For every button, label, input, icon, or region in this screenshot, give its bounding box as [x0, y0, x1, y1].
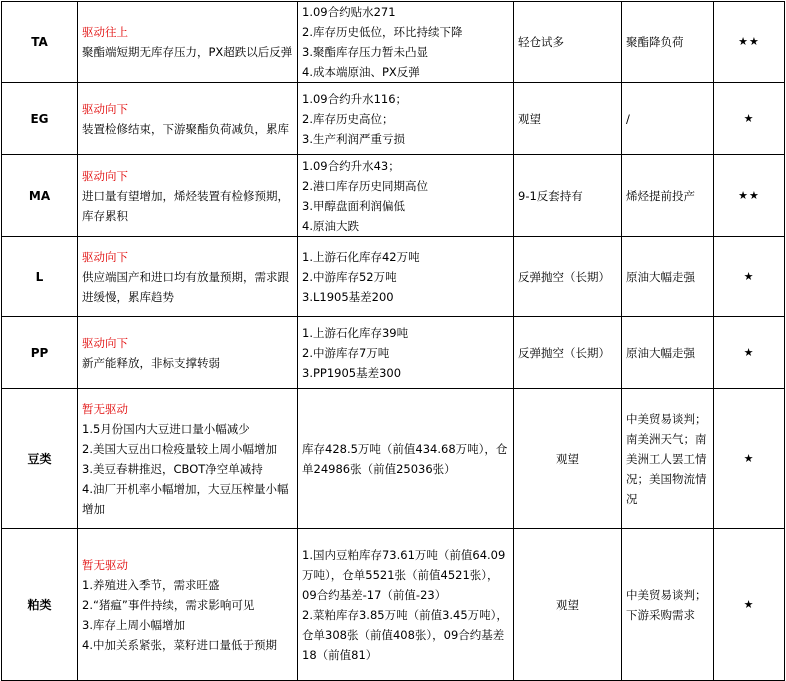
logic-cell: [78, 529, 298, 681]
data-line: 1.09合约升水116；: [302, 91, 408, 106]
data-line: 1.上游石化库存42万吨: [302, 249, 420, 264]
symbol-cell: 粕类: [2, 529, 78, 681]
data-line: 2.库存历史低位，环比持续下降: [302, 25, 463, 39]
data-line: 2.港口库存历史同期高位: [302, 178, 428, 193]
table-row: [2, 389, 785, 529]
strategy-cell: 反弹抛空（长期）: [514, 317, 622, 389]
logic-text: 4.中加关系紧张，菜籽进口量低于预期: [82, 637, 277, 652]
logic-text: 装置检修结束，下游聚酯负荷减负，累库: [82, 121, 289, 136]
driver-label: 驱动向下: [82, 168, 128, 183]
table-body: [2, 2, 785, 681]
strategy-cell: 9-1反套持有: [514, 155, 622, 237]
star-rating: ★: [714, 237, 785, 317]
logic-text: 进口量有望增加，烯烃装置有检修预期，库存累积: [82, 188, 289, 223]
logic-text: 新产能释放，非标支撑转弱: [82, 355, 220, 370]
driver-label: 驱动向下: [82, 249, 128, 264]
data-line: 1.上游石化库存39吨: [302, 325, 409, 340]
star-rating: ★: [714, 389, 785, 529]
driver-label: 暂无驱动: [82, 557, 128, 572]
table-row: [2, 83, 785, 155]
data-line: 4.成本端原油、PX反弹: [302, 65, 420, 79]
data-cell: [298, 389, 514, 529]
risk-cell: 中美贸易谈判；下游采购需求: [622, 529, 714, 681]
symbol-cell: 豆类: [2, 389, 78, 529]
risk-cell: 原油大幅走强: [622, 237, 714, 317]
data-cell: [298, 529, 514, 681]
star-rating: ★: [714, 83, 785, 155]
logic-text: 3.库存上周小幅增加: [82, 617, 185, 632]
symbol-cell: MA: [2, 155, 78, 237]
data-line: 3.L1905基差200: [302, 289, 394, 304]
table-row: [2, 155, 785, 237]
data-line: 3.甲醇盘面利润偏低: [302, 198, 405, 213]
risk-cell: /: [622, 83, 714, 155]
symbol-cell: L: [2, 237, 78, 317]
strategy-cell: 观望: [514, 83, 622, 155]
logic-text: 4.油厂开机率小幅增加，大豆压榨量小幅增加: [82, 481, 289, 516]
star-rating: ★★: [714, 155, 785, 237]
logic-text: 1.5月份国内大豆进口量小幅减少: [82, 421, 250, 436]
data-line: 3.生产利润严重亏损: [302, 131, 405, 146]
logic-text: 聚酯端短期无库存压力，PX超跌以后反弹: [82, 45, 293, 59]
logic-text: 2.“猪瘟”事件持续，需求影响可见: [82, 597, 255, 612]
symbol-cell: PP: [2, 317, 78, 389]
risk-cell: 原油大幅走强: [622, 317, 714, 389]
star-rating: ★: [714, 317, 785, 389]
logic-cell: [78, 2, 298, 83]
data-line: 2.中游库存7万吨: [302, 345, 390, 360]
data-line: 2.中游库存52万吨: [302, 269, 397, 284]
data-line: 4.原油大跌: [302, 218, 359, 233]
strategy-cell: 观望: [514, 389, 622, 529]
logic-text: 2.美国大豆出口检疫量较上周小幅增加: [82, 441, 277, 456]
table-row: [2, 317, 785, 389]
table-row: [2, 2, 785, 83]
data-line: 1.09合约贴水271: [302, 5, 396, 19]
data-line: 库存428.5万吨（前值434.68万吨），仓单24986张（前值25036张）: [302, 441, 508, 476]
table-row: [2, 529, 785, 681]
data-line: 3.聚酯库存压力暂未凸显: [302, 45, 428, 59]
logic-cell: [78, 317, 298, 389]
table-row: [2, 237, 785, 317]
logic-cell: [78, 83, 298, 155]
star-rating: ★★: [714, 2, 785, 83]
logic-text: 1.养殖进入季节，需求旺盛: [82, 577, 220, 592]
risk-cell: 聚酯降负荷: [622, 2, 714, 83]
data-line: 3.PP1905基差300: [302, 365, 402, 380]
logic-text: 供应端国产和进口均有放量预期，需求跟进缓慢，累库趋势: [82, 269, 289, 304]
data-line: 2.菜粕库存3.85万吨（前值3.45万吨），仓单308张（前值408张），09合约基差18（前值81）: [302, 607, 508, 662]
logic-cell: [78, 389, 298, 529]
strategy-cell: 观望: [514, 529, 622, 681]
symbol-cell: EG: [2, 83, 78, 155]
data-cell: [298, 317, 514, 389]
strategy-cell: 轻仓试多: [514, 2, 622, 83]
logic-text: 3.美豆春耕推迟，CBOT净空单减持: [82, 461, 263, 476]
driver-label: 暂无驱动: [82, 401, 128, 416]
data-line: 2.库存历史高位；: [302, 111, 394, 126]
data-line: 1.国内豆粕库存73.61万吨（前值64.09万吨），仓单5521张（前值4521张），09合约基差-17（前值-23）: [302, 547, 506, 602]
data-cell: [298, 2, 514, 83]
data-cell: [298, 237, 514, 317]
symbol-cell: TA: [2, 2, 78, 83]
driver-label: 驱动向下: [82, 101, 128, 116]
risk-cell: 烯烃提前投产: [622, 155, 714, 237]
futures-strategy-table: [1, 1, 785, 681]
logic-cell: [78, 237, 298, 317]
driver-label: 驱动往上: [82, 25, 128, 39]
strategy-cell: 反弹抛空（长期）: [514, 237, 622, 317]
driver-label: 驱动向下: [82, 335, 128, 350]
star-rating: ★: [714, 529, 785, 681]
logic-cell: [78, 155, 298, 237]
data-line: 1.09合约升水43；: [302, 158, 400, 173]
data-cell: [298, 83, 514, 155]
data-cell: [298, 155, 514, 237]
risk-cell: 中美贸易谈判；南美洲天气；南美洲工人罢工情况；美国物流情况: [622, 389, 714, 529]
